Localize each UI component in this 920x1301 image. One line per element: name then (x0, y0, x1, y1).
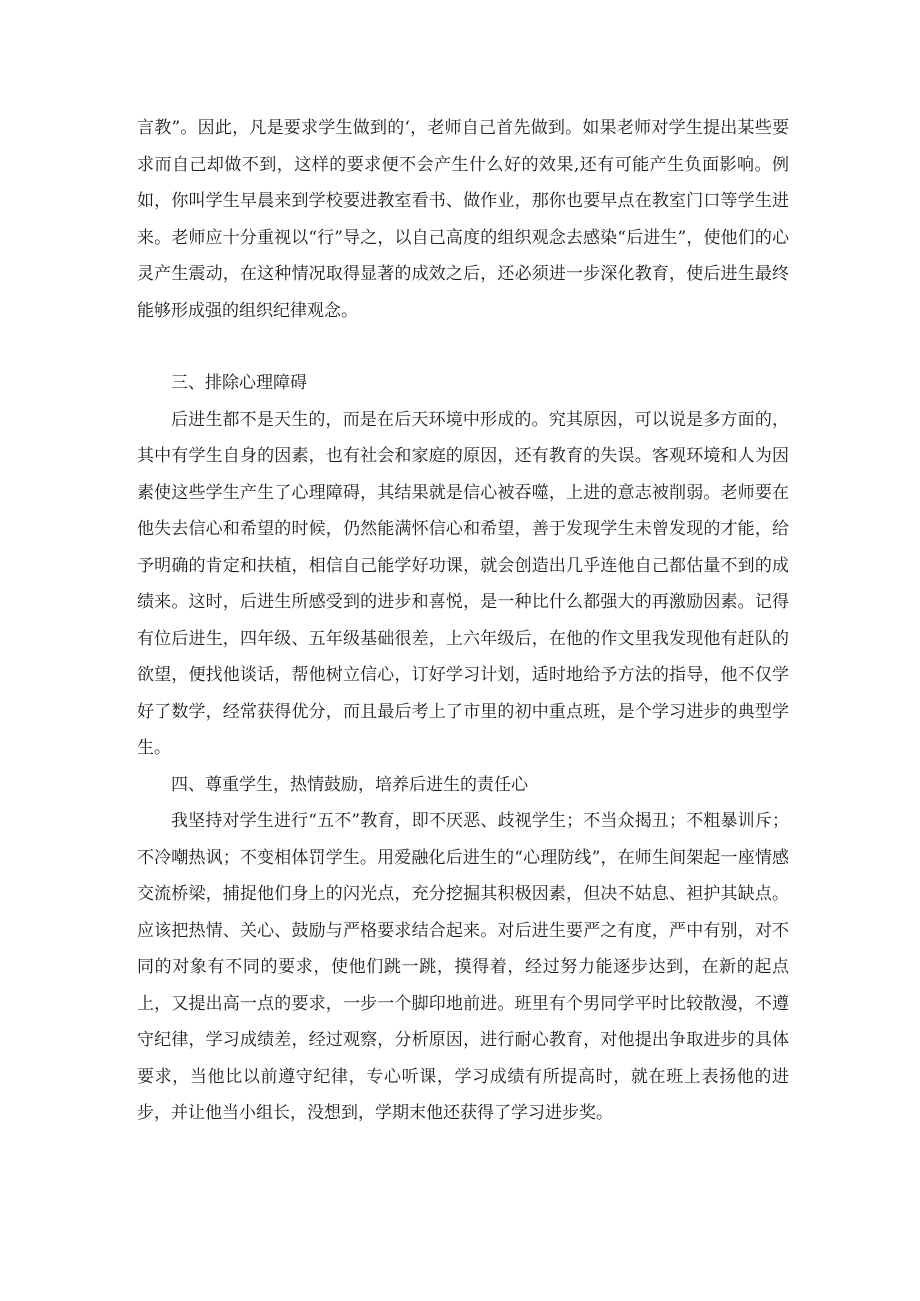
document-body (137, 110, 789, 1132)
paragraph-section-3: 后进生都不是天生的，而是在后天环境中形成的。究其原因，可以说是多方面的，其中有学生自身的因素，也有社会和家庭的原因，还有教育的失误。客观环境和人为因素使这些学生产生了心理障碍，其结果就是信心被吞噬，上进的意志被削弱。老师要在他失去信心和希望的时候，仍然能满怀信心和希望，善于发现学生未曾发现的才能，给予明确的肯定和扶植，相信自己能学好功课，就会创造出几乎连他自己都估量不到的成绩来。这时，后进生所感受到的进步和喜悦，是一种比什么都强大的再激励因素。记得有位后进生，四年级、五年级基础很差，上六年级后，在他的作文里我发现他有赶队的欲望，便找他谈话，帮他树立信心，订好学习计划，适时地给予方法的指导，他不仅学好了数学，经常获得优分，而且最后考上了市里的初中重点班，是个学习进步的典型学生。 (137, 409, 789, 758)
paragraph-continuation: 言教”。因此，凡是要求学生做到的‘，老师自己首先做到。如果老师对学生提出某些要求而自己却做不到，这样的要求便不会产生什么好的效果,还有可能产生负面影响。例如，你叫学生早晨来到学校要进教室看书、做作业，那你也要早点在教室门口等学生进来。老师应十分重视以“行”导之，以自己高度的组织观念去感染“后进生”，使他们的心灵产生震动，在这种情况取得显著的成效之后，还必须进一步深化教育，使后进生最终能够形成强的组织纪律观念。 (137, 118, 789, 321)
section-heading-3: 三、排除心理障碍 (171, 373, 307, 393)
section-heading-4: 四、尊重学生，热情鼓励，培养后进生的责任心 (171, 774, 528, 795)
paragraph-section-4: 我坚持对学生进行“五不”教育，即不厌恶、歧视学生；不当众揭丑；不粗暴训斥；不冷嘲热讽；不变相体罚学生。用爱融化后进生的“心理防线”，在师生间架起一座情感交流桥梁，捕捉他们身上的闪光点，充分挖掘其积极因素，但决不姑息、袒护其缺点。应该把热情、关心、鼓励与严格要求结合起来。对后进生要严之有度，严中有别，对不同的对象有不同的要求，使他们跳一跳，摸得着，经过努力能逐步达到，在新的起点上，又提出高一点的要求，一步一个脚印地前进。班里有个男同学平时比较散漫，不遵守纪律，学习成绩差，经过观察，分析原因，进行耐心教育，对他提出争取进步的具体要求，当他比以前遵守纪律，专心听课，学习成绩有所提高时，就在班上表扬他的进步，并让他当小组长，没想到，学期末他还获得了学习进步奖。 (137, 811, 789, 1123)
